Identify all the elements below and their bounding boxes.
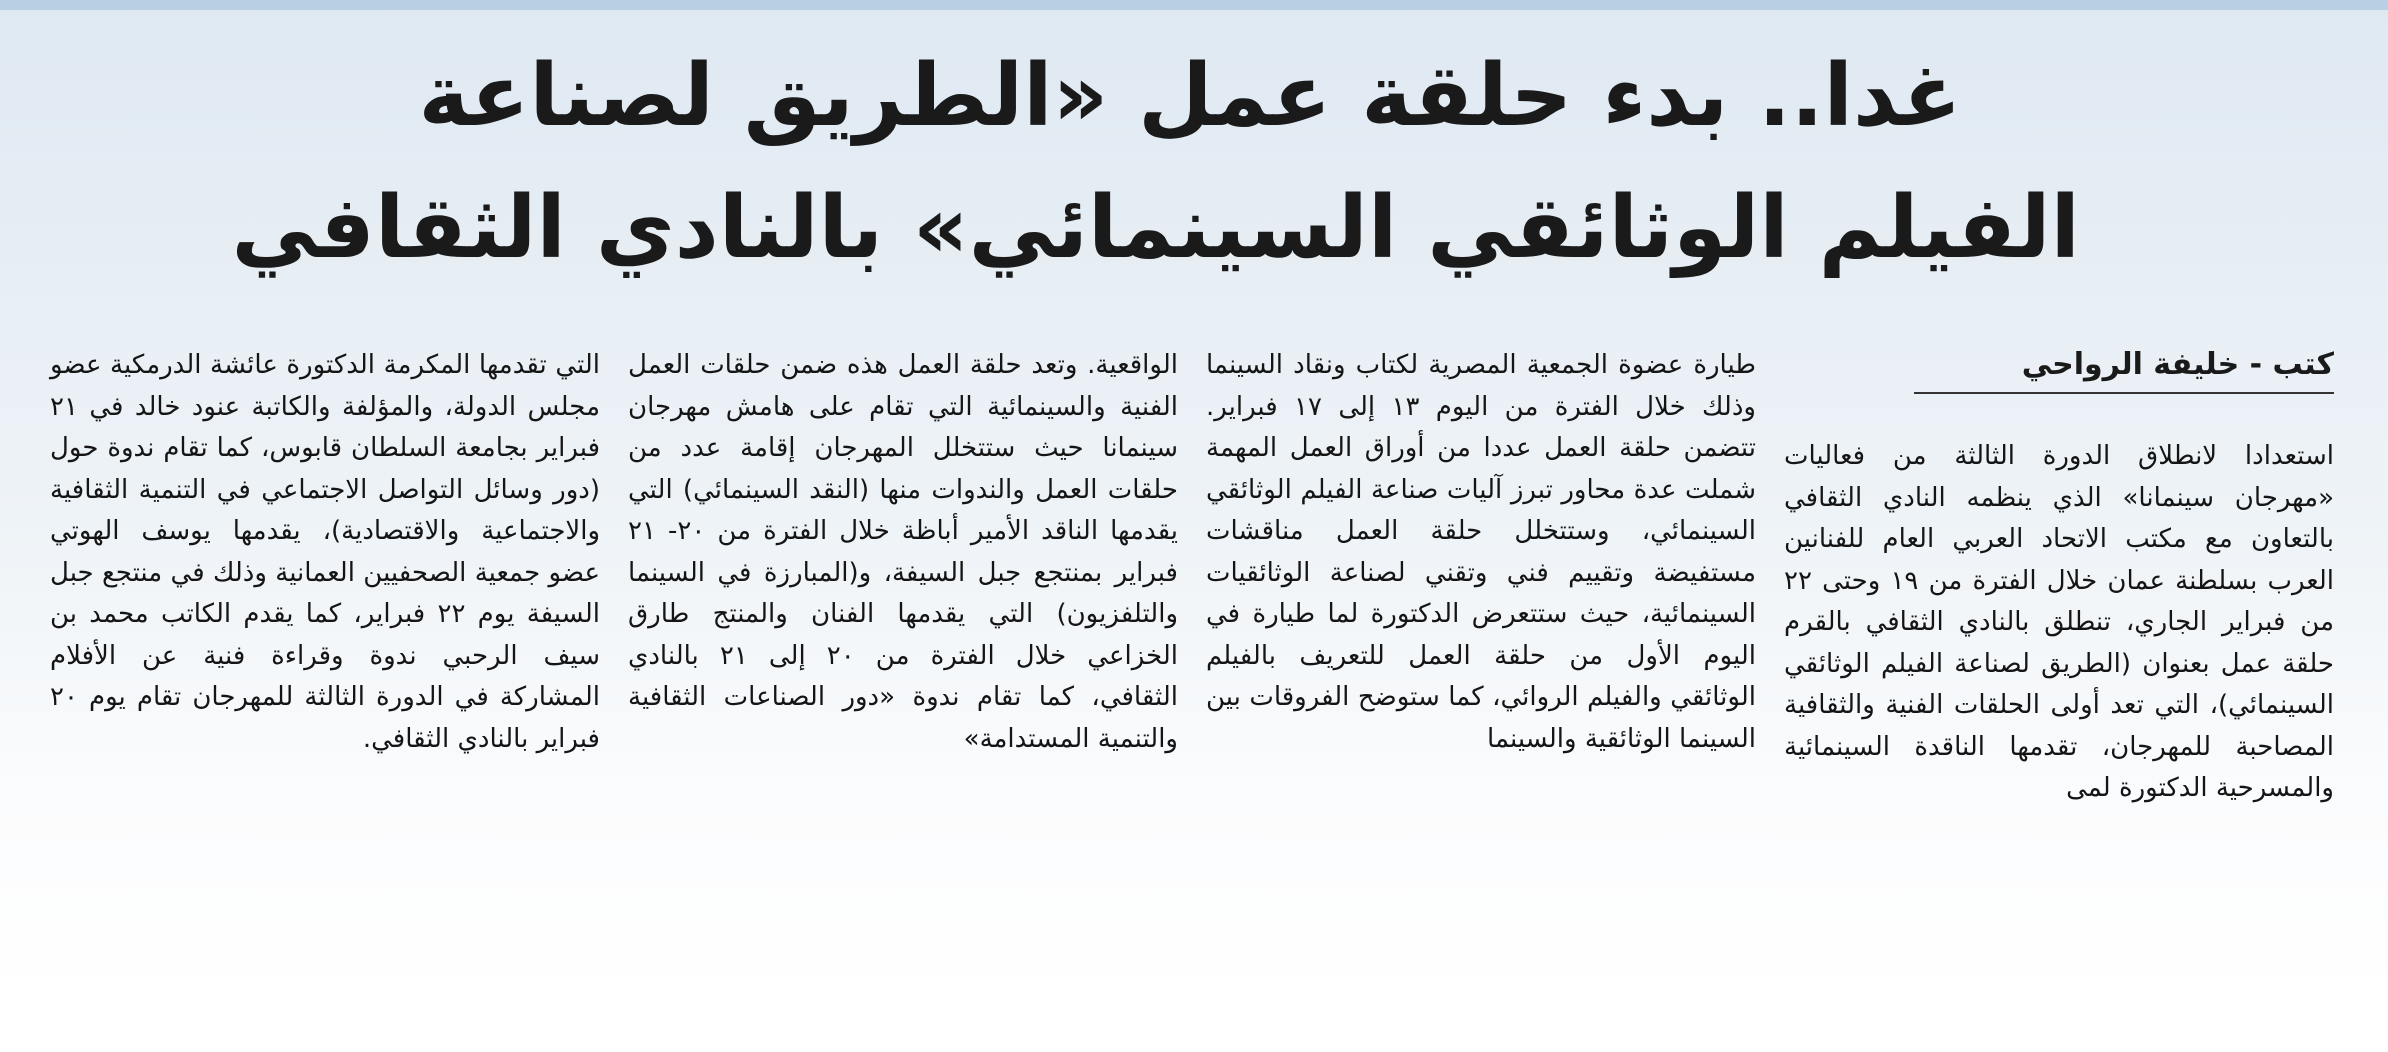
headline — [231, 30, 2080, 294]
article-column-1 — [1784, 436, 2334, 810]
column-1-text: استعدادا لانطلاق الدورة الثالثة من فعاليات «مهرجان سينمانا» الذي ينظمه النادي الثقافي بالتعاون مع مكتب الاتحاد العربي العام للفنانين العرب بسلطنة عمان خلال الفترة من ١٩ وحتى ٢٢ من فبراير الجاري، تنطلق بالنادي الثقافي بالقرم حلقة عمل بعنوان (الطريق لصناعة الفيلم الوثائقي السينمائي)، التي تعد أولى الحلقات الفنية والثقافية المصاحبة للمهرجان، تقدمها الناقدة السينمائية والمسرحية الدكتورة لمى — [1784, 441, 2334, 803]
column-4-text: التي تقدمها المكرمة الدكتورة عائشة الدرمكية عضو مجلس الدولة، والمؤلفة والكاتبة عنود خالد في ٢١ فبراير بجامعة السلطان قابوس، كما تقام ندوة حول (دور وسائل التواصل الاجتماعي في التنمية الثقافية والاجتماعية والاقتصادية)، يقدمها يوسف الهوتي عضو جمعية الصحفيين العمانية وذلك في منتجع جبل السيفة يوم ٢٢ فبراير، كما يقدم الكاتب محمد بن سيف الرحبي ندوة وقراءة فنية عن الأفلام المشاركة في الدورة الثالثة للمهرجان تقام يوم ٢٠ فبراير بالنادي الثقافي. — [50, 350, 600, 754]
article-column-4 — [50, 345, 600, 760]
top-border — [0, 0, 2388, 10]
column-2-text: طيارة عضوة الجمعية المصرية لكتاب ونقاد السينما وذلك خلال الفترة من اليوم ١٣ إلى ١٧ فبراير. تتضمن حلقة العمل عددا من أوراق العمل المهمة شملت عدة محاور تبرز آليات صناعة الفيلم الوثائقي السينمائي، وستتخلل حلقة العمل مناقشات مستفيضة وتقييم فني وتقني لصناعة الوثائقيات السينمائية، حيث ستتعرض الدكتورة لما طيارة في اليوم الأول من حلقة العمل للتعريف بالفيلم الوثائقي والفيلم الروائي، كما ستوضح الفروقات بين السينما الوثائقية والسينما — [1206, 350, 1756, 754]
headline-line-2: الفيلم الوثائقي السينمائي» بالنادي الثقافي — [231, 178, 2080, 278]
headline-line-1: غدا.. بدء حلقة عمل «الطريق لصناعة — [418, 46, 1962, 146]
article-column-3 — [628, 345, 1178, 760]
byline: كتب - خليفة الرواحي — [1914, 340, 2334, 394]
column-3-text: الواقعية. وتعد حلقة العمل هذه ضمن حلقات العمل الفنية والسينمائية التي تقام على هامش مهرجان سينمانا حيث ستتخلل المهرجان إقامة عدد من حلقات العمل والندوات منها (النقد السينمائي) التي يقدمها الناقد الأمير أباظة خلال الفترة من ٢٠- ٢١ فبراير بمنتجع جبل السيفة، و(المبارزة في السينما والتلفزيون) التي يقدمها الفنان والمنتج طارق الخزاعي خلال الفترة من ٢٠ إلى ٢١ بالنادي الثقافي، كما تقام ندوة «دور الصناعات الثقافية والتنمية المستدامة» — [628, 350, 1178, 754]
article-column-2 — [1206, 345, 1756, 760]
